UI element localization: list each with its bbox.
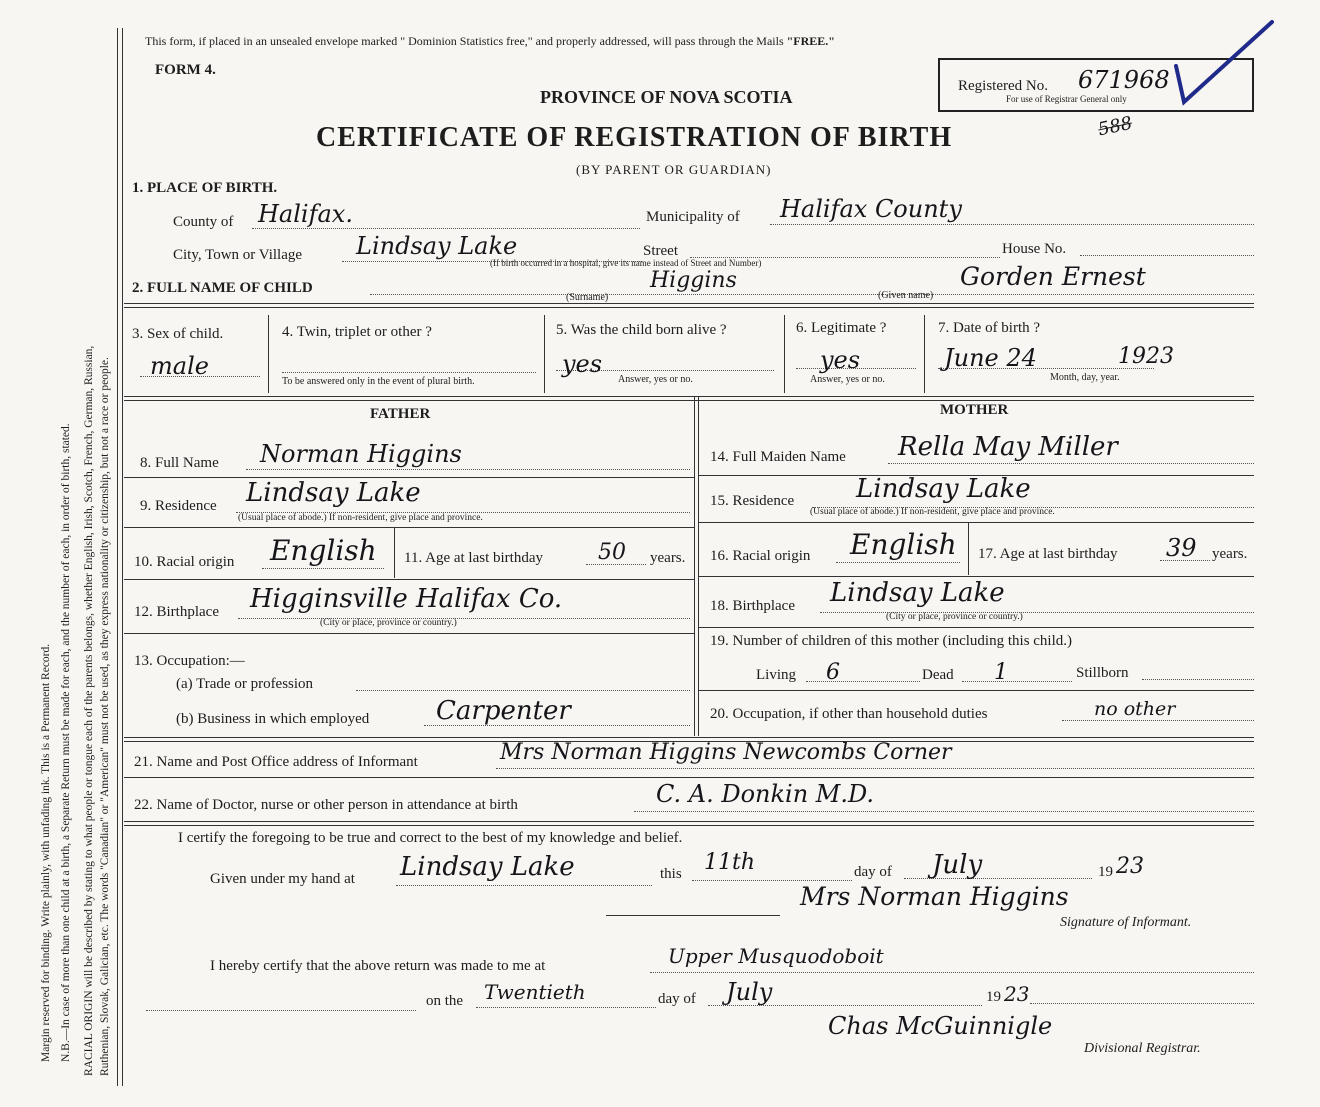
city-value: Lindsay Lake <box>356 232 518 260</box>
given-place: Lindsay Lake <box>400 852 575 882</box>
certify-year-suffix: 23 <box>1116 854 1144 879</box>
mother-age: 39 <box>1166 534 1197 562</box>
certify-day-of-label: day of <box>854 864 892 880</box>
informant-signature-label: Signature of Informant. <box>1060 915 1192 930</box>
sex-value: male <box>150 352 209 380</box>
municipality-label: Municipality of <box>646 209 740 225</box>
given-under-label: Given under my hand at <box>210 871 355 887</box>
registrar-year-prefix: 19 <box>986 989 1001 1005</box>
registrar-statement: I hereby certify that the above return was made to me at <box>210 958 546 974</box>
mother-occupation-label: 20. Occupation, if other than household duties <box>710 706 988 722</box>
trade-label: (a) Trade or profession <box>176 676 314 692</box>
child-given-name: Gorden Ernest <box>960 262 1146 291</box>
father-business: Carpenter <box>436 696 571 726</box>
informant-label: 21. Name and Post Office address of Informant <box>134 754 418 770</box>
stillborn-label: Stillborn <box>1076 665 1129 681</box>
margin-text-3: RACIAL ORIGIN will be described by stating to what people or tongue each of the parents belongs, whether English, Irish, Scotch, French, German, Russian, <box>83 345 95 1076</box>
mail-notice-text: This form, if placed in an unsealed envelope marked " Dominion Statistics free," and properly addressed, will pass through the Mails <box>145 34 784 48</box>
dob-year: 1923 <box>1118 344 1174 369</box>
county-value: Halifax. <box>258 200 353 228</box>
business-label: (b) Business in which employed <box>176 711 370 727</box>
mother-heading: MOTHER <box>940 402 1009 418</box>
dob-note: Month, day, year. <box>1050 372 1120 383</box>
father-name: Norman Higgins <box>260 440 462 468</box>
hospital-note: (If birth occurred in a hospital, give its name instead of Street and Number) <box>490 258 762 268</box>
registrar-use-note: For use of Registrar General only <box>1006 94 1127 104</box>
mother-residence: Lindsay Lake <box>856 474 1031 504</box>
county-label: County of <box>173 214 234 230</box>
certificate-subtitle: (BY PARENT OR GUARDIAN) <box>576 162 772 177</box>
registrar-signature: Chas McGuinnigle <box>828 1012 1053 1040</box>
father-abode-note: (Usual place of abode.) If non-resident, give place and province. <box>238 513 483 523</box>
margin-text-2: N.B.—In case of more than one child at a birth, a Separate Return must be made for each, and the number of each, in order of birth, stated. <box>60 423 72 1062</box>
dead-count: 1 <box>994 660 1008 685</box>
legitimate-value: yes <box>820 346 861 374</box>
street-label: Street <box>643 243 678 259</box>
given-name-label: (Given name) <box>878 290 934 301</box>
mother-age-label: 17. Age at last birthday <box>978 546 1118 562</box>
registered-number: 671968 <box>1078 66 1170 94</box>
father-age: 50 <box>598 540 626 565</box>
informant-value: Mrs Norman Higgins Newcombs Corner <box>500 740 952 765</box>
certificate-title: CERTIFICATE OF REGISTRATION OF BIRTH <box>316 122 953 153</box>
mother-racial: English <box>850 528 957 561</box>
province-heading: PROVINCE OF NOVA SCOTIA <box>540 87 793 107</box>
binding-margin-rule-2 <box>122 28 123 1086</box>
municipality-value: Halifax County <box>780 195 962 223</box>
father-racial: English <box>270 534 377 567</box>
mail-notice <box>145 34 835 49</box>
doctor-label: 22. Name of Doctor, nurse or other person in attendance at birth <box>134 797 518 813</box>
alive-value: yes <box>562 350 603 378</box>
place-of-birth-heading: 1. PLACE OF BIRTH. <box>132 180 278 196</box>
mother-residence-label: 15. Residence <box>710 493 795 509</box>
registrar-on-label: on the <box>426 993 464 1009</box>
mother-birthplace: Lindsay Lake <box>830 578 1005 608</box>
registered-label: Registered No. <box>958 78 1048 94</box>
margin-text-1: Margin reserved for binding. Write plainly, with unfading ink. This is a Permanent Record. <box>40 643 52 1062</box>
twin-note: To be answered only in the event of plural birth. <box>282 376 475 387</box>
mother-occupation: no other <box>1094 698 1176 720</box>
mother-racial-label: 16. Racial origin <box>710 548 811 564</box>
margin-text-4: Ruthenian, Slovak, Galician, etc. The words "Canadian" or "American" must not be used, as they express nationality or citizenship, but not a race or people. <box>99 357 111 1076</box>
child-surname: Higgins <box>650 268 737 293</box>
certify-year-prefix: 19 <box>1098 864 1113 880</box>
informant-signature: Mrs Norman Higgins <box>800 882 1069 911</box>
house-number-label: House No. <box>1002 241 1067 257</box>
legitimate-label: 6. Legitimate ? <box>796 320 887 336</box>
mother-name-label: 14. Full Maiden Name <box>710 449 846 465</box>
father-birthplace-label: 12. Birthplace <box>134 604 219 620</box>
alive-answer-note: Answer, yes or no. <box>618 374 693 385</box>
registrar-day: Twentieth <box>484 980 586 1004</box>
dob-label: 7. Date of birth ? <box>938 320 1041 336</box>
father-residence-label: 9. Residence <box>140 498 217 514</box>
dob-month-day: June 24 <box>944 344 1037 372</box>
legitimate-answer-note: Answer, yes or no. <box>810 374 885 385</box>
this-label: this <box>660 866 682 882</box>
checkmark-icon <box>1168 18 1278 113</box>
dead-label: Dead <box>922 667 954 683</box>
father-birthplace: Higginsville Halifax Co. <box>250 584 563 614</box>
twin-label: 4. Twin, triplet or other ? <box>282 324 432 340</box>
registrar-signature-label: Divisional Registrar. <box>1084 1041 1201 1056</box>
sex-label: 3. Sex of child. <box>132 326 224 342</box>
surname-label: (Surname) <box>566 292 609 303</box>
binding-margin-rule <box>117 28 118 1086</box>
mother-birthplace-note: (City or place, province or country.) <box>886 612 1023 622</box>
registrar-place: Upper Musquodoboit <box>668 944 884 968</box>
father-birthplace-note: (City or place, province or country.) <box>320 618 457 628</box>
form-number: FORM 4. <box>155 62 216 78</box>
registrar-month: July <box>726 978 773 1006</box>
occupation-label: 13. Occupation:— <box>134 653 245 669</box>
certify-statement: I certify the foregoing to be true and correct to the best of my knowledge and belief. <box>178 830 683 846</box>
father-age-label: 11. Age at last birthday <box>404 550 543 566</box>
mother-name: Rella May Miller <box>898 432 1118 462</box>
father-years: years. <box>650 550 686 566</box>
free-label: "FREE." <box>786 34 835 48</box>
living-count: 6 <box>826 660 840 685</box>
father-name-label: 8. Full Name <box>140 455 219 471</box>
father-residence: Lindsay Lake <box>246 478 421 508</box>
certify-day: 11th <box>704 850 756 875</box>
living-label: Living <box>756 667 796 683</box>
certify-month: July <box>932 850 983 880</box>
mother-birthplace-label: 18. Birthplace <box>710 598 795 614</box>
mother-years: years. <box>1212 546 1248 562</box>
doctor-value: C. A. Donkin M.D. <box>656 780 875 808</box>
father-racial-label: 10. Racial origin <box>134 554 235 570</box>
registrar-day-of-label: day of <box>658 991 696 1007</box>
children-count-label: 19. Number of children of this mother (including this child.) <box>710 633 1073 649</box>
child-name-label: 2. FULL NAME OF CHILD <box>132 280 313 296</box>
mother-abode-note: (Usual place of abode.) If non-resident, give place and province. <box>810 507 1055 517</box>
registrar-year-suffix: 23 <box>1004 982 1030 1006</box>
city-label: City, Town or Village <box>173 247 303 263</box>
stamp-mark: 588 <box>1096 112 1135 141</box>
alive-label: 5. Was the child born alive ? <box>556 322 727 338</box>
father-heading: FATHER <box>370 406 431 422</box>
